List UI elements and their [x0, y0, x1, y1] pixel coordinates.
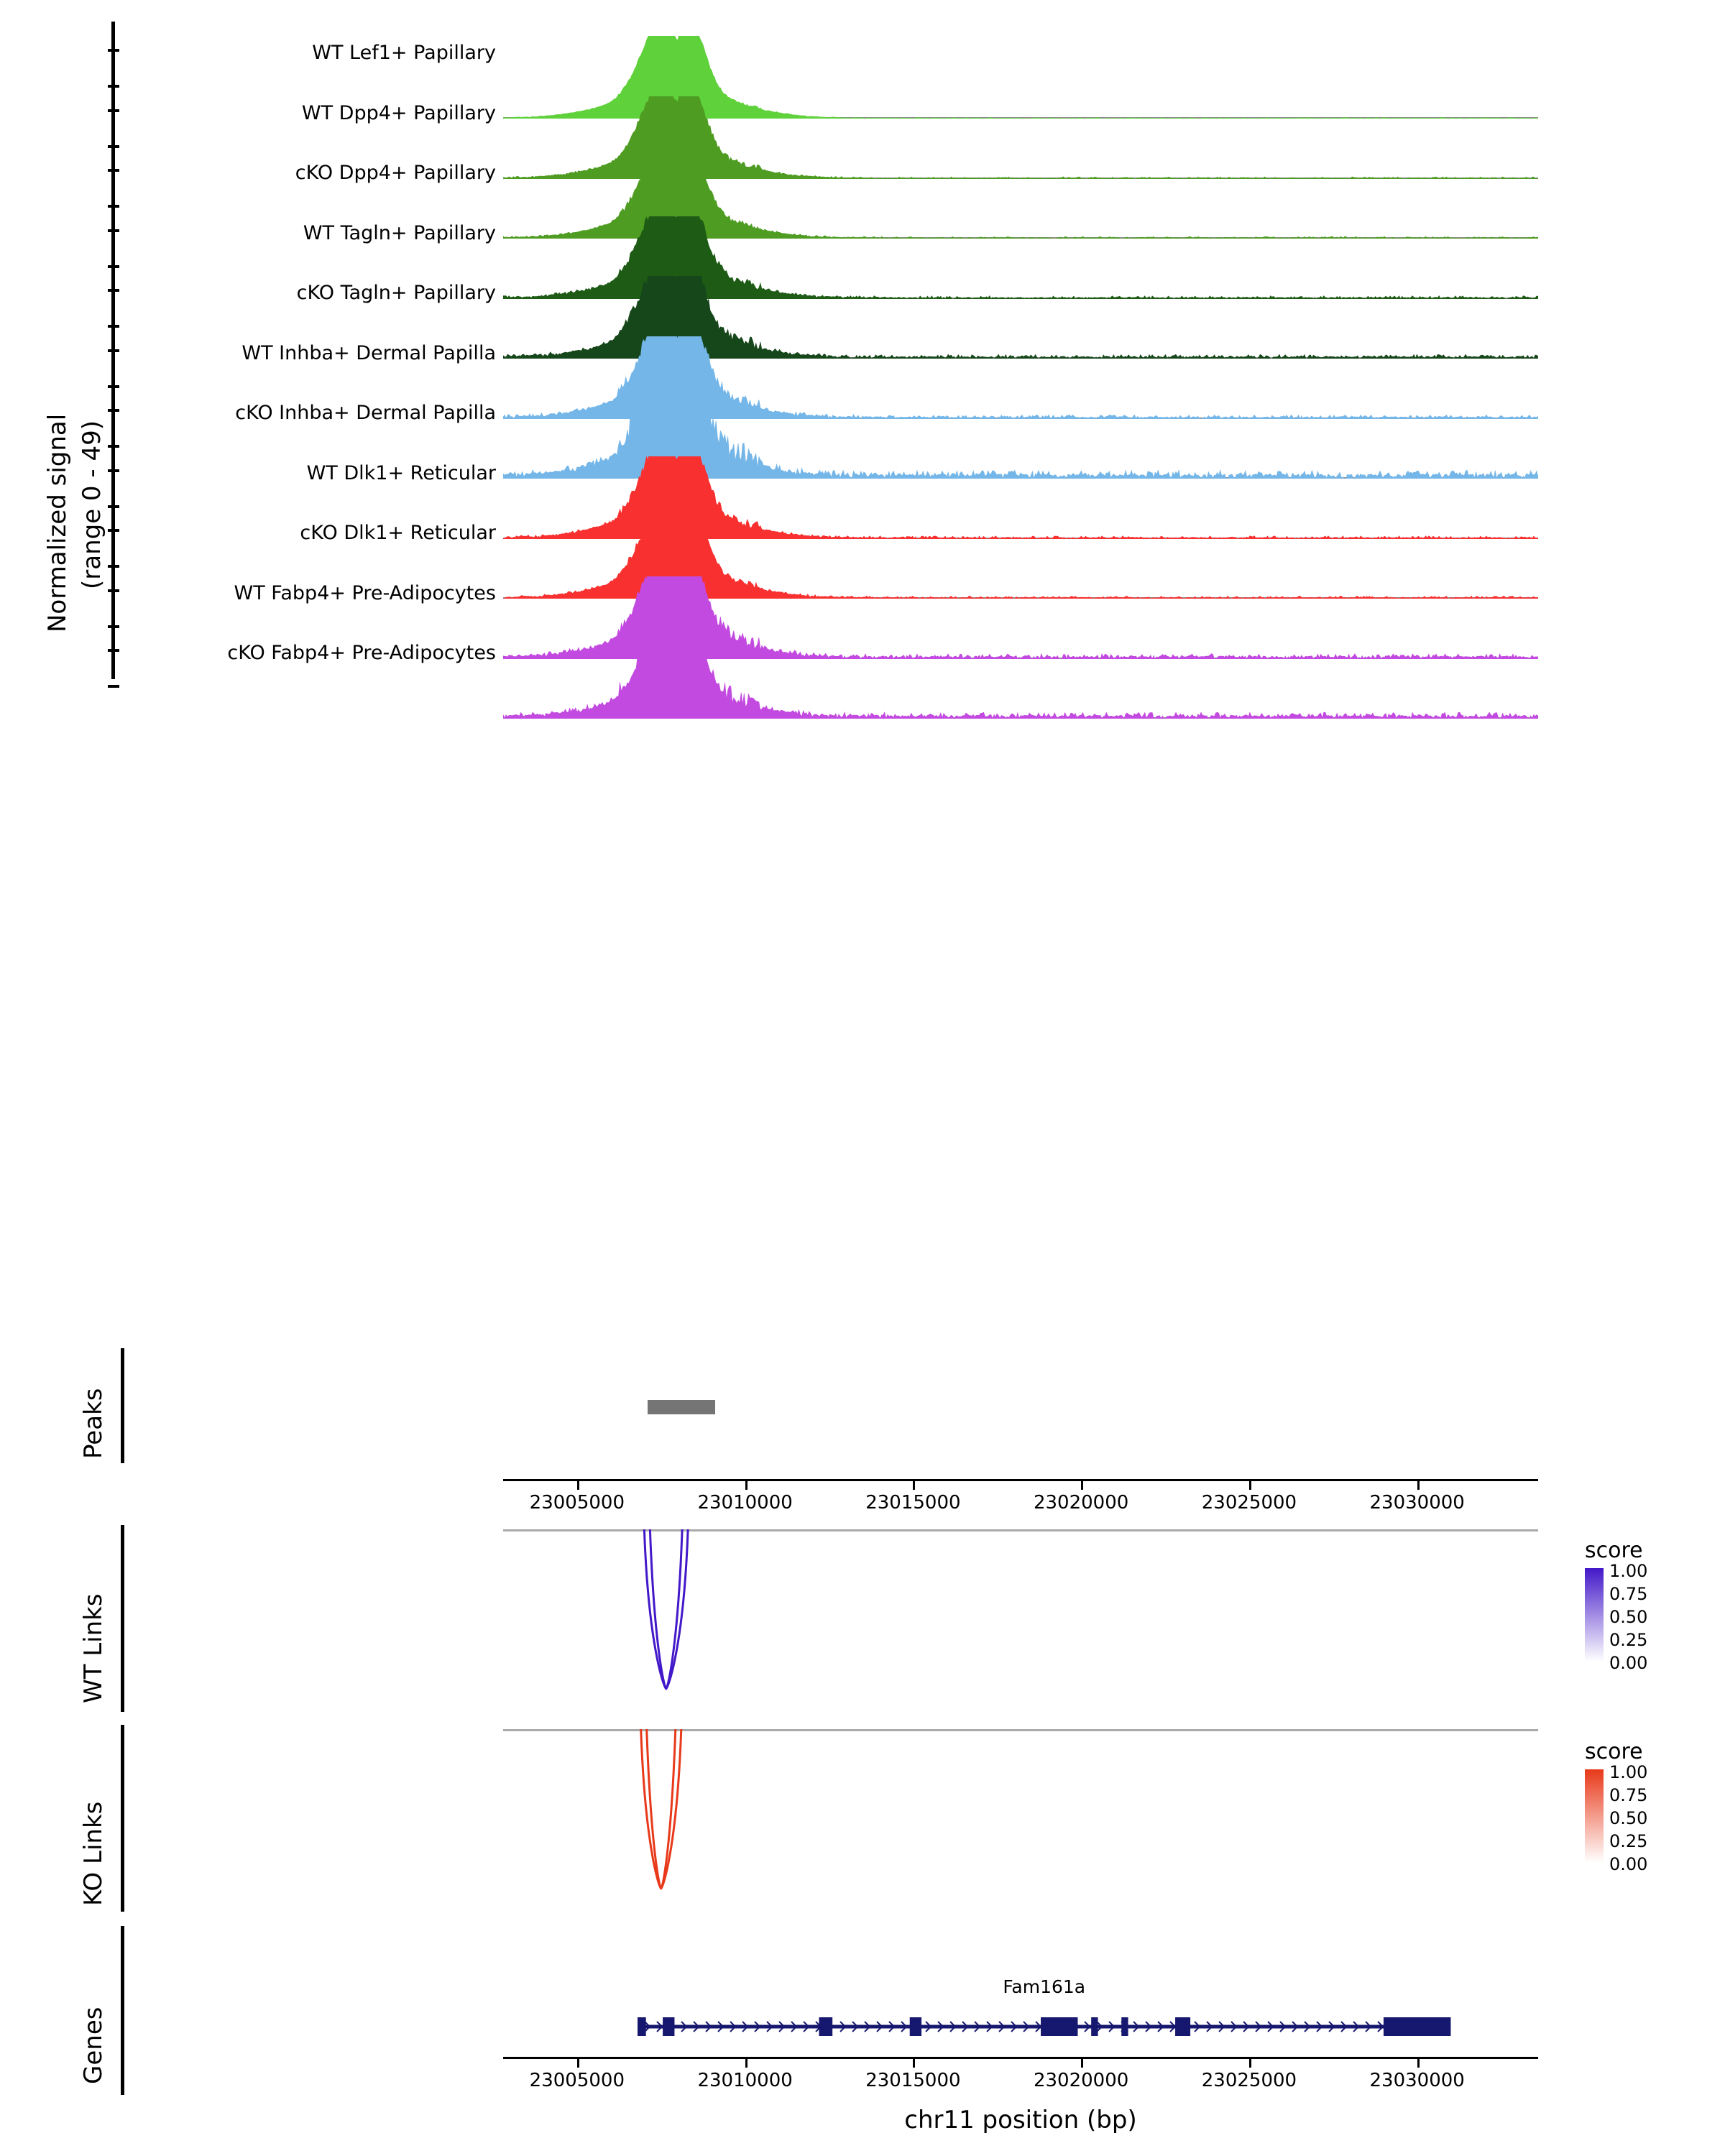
y-axis-tick — [108, 109, 119, 112]
axis-tick — [913, 2059, 915, 2068]
y-axis-tick — [108, 529, 119, 532]
axis-tick-label: 23005000 — [529, 1492, 625, 1514]
legend-tick-label: 0.50 — [1609, 1607, 1648, 1627]
gene-model — [503, 2005, 1538, 2048]
legend-tick-label: 0.25 — [1609, 1630, 1648, 1650]
legend-title: score — [1585, 1739, 1643, 1764]
axis-tick — [913, 1481, 915, 1490]
y-axis-tick — [108, 409, 119, 412]
y-axis-tick — [108, 685, 119, 688]
wt-links-axis-line — [121, 1525, 124, 1712]
link-arc — [650, 1529, 682, 1689]
axis-tick-label: 23025000 — [1201, 2070, 1297, 2091]
gene-exon — [1091, 2017, 1098, 2036]
legend-gradient-bar — [1585, 1769, 1604, 1863]
axis-line — [503, 1479, 1538, 1481]
y-axis-tick — [108, 205, 119, 208]
peaks-section-label: Peaks — [79, 1388, 108, 1459]
legend-tick-label: 0.50 — [1609, 1808, 1648, 1828]
y-axis-tick — [108, 445, 119, 448]
gene-exon — [1175, 2017, 1190, 2036]
track-label: WT Inhba+ Dermal Papilla — [242, 341, 496, 364]
gene-exon — [910, 2017, 921, 2036]
gene-exon — [1384, 2017, 1451, 2036]
y-axis-tick — [108, 349, 119, 352]
coverage-area — [503, 636, 1538, 719]
y-axis-tick — [108, 265, 119, 268]
y-axis-tick — [108, 385, 119, 388]
legend-tick-label: 0.75 — [1609, 1785, 1648, 1805]
legend-tick-label: 0.25 — [1609, 1831, 1648, 1851]
y-axis-title: Normalized signal — [43, 413, 72, 632]
track-label: WT Fabp4+ Pre-Adipocytes — [234, 581, 496, 604]
track-label: WT Dlk1+ Reticular — [306, 461, 496, 484]
peak-region-bar — [648, 1400, 715, 1414]
axis-tick — [1249, 2059, 1251, 2068]
axis-tick — [577, 2059, 579, 2068]
track-label: WT Lef1+ Papillary — [312, 42, 496, 64]
axis-tick-label: 23015000 — [865, 2070, 961, 2091]
ko-links-arcs — [503, 1729, 1538, 1909]
wt-links-arcs — [503, 1529, 1538, 1709]
gene-exon — [663, 2017, 674, 2036]
y-axis-tick — [108, 565, 119, 568]
peaks-axis-line — [121, 1348, 124, 1463]
legend-tick-label: 1.00 — [1609, 1561, 1648, 1581]
axis-tick — [1249, 1481, 1251, 1490]
coverage-track — [503, 629, 1538, 719]
gene-exon — [1121, 2017, 1128, 2036]
y-axis-tick — [108, 49, 119, 52]
x-axis-title: chr11 position (bp) — [904, 2106, 1137, 2134]
y-axis-tick — [108, 625, 119, 628]
axis-tick-label: 23020000 — [1033, 1492, 1129, 1514]
axis-tick-label: 23010000 — [697, 2070, 793, 2091]
track-label: cKO Fabp4+ Pre-Adipocytes — [227, 642, 496, 664]
y-axis-tick — [108, 505, 119, 508]
track-label: cKO Dpp4+ Papillary — [295, 162, 496, 184]
legend-title: score — [1585, 1538, 1643, 1563]
y-axis-tick — [108, 469, 119, 472]
track-label: cKO Dlk1+ Reticular — [300, 522, 496, 544]
legend-tick-label: 1.00 — [1609, 1762, 1648, 1782]
y-axis-tick — [108, 85, 119, 88]
axis-tick — [745, 2059, 748, 2068]
y-axis-tick — [108, 229, 119, 232]
genes-axis-line — [121, 1926, 124, 2095]
track-label: cKO Tagln+ Papillary — [296, 282, 496, 304]
axis-tick — [1081, 2059, 1083, 2068]
gene-exon — [638, 2017, 646, 2036]
legend-gradient-bar — [1585, 1568, 1604, 1662]
y-axis-subtitle: (range 0 - 49) — [78, 420, 106, 589]
y-axis-tick — [108, 169, 119, 172]
link-arc — [647, 1729, 676, 1889]
legend-tick-label: 0.00 — [1609, 1854, 1648, 1874]
axis-tick-label: 23020000 — [1033, 2070, 1129, 2091]
axis-tick-label: 23005000 — [529, 2070, 625, 2091]
legend-tick-label: 0.75 — [1609, 1584, 1648, 1604]
y-axis-tick — [108, 589, 119, 592]
y-axis-tick — [108, 289, 119, 292]
gene-exon — [819, 2017, 832, 2036]
ko-links-section-label: KO Links — [79, 1801, 108, 1906]
genes-section-label: Genes — [79, 2007, 108, 2084]
gene-name-label: Fam161a — [1003, 1976, 1086, 1997]
axis-tick-label: 23030000 — [1369, 2070, 1465, 2091]
axis-tick — [577, 1481, 579, 1490]
gene-exon — [1041, 2017, 1077, 2036]
axis-tick-label: 23015000 — [865, 1492, 961, 1514]
axis-tick — [745, 1481, 748, 1490]
axis-tick — [1417, 1481, 1420, 1490]
axis-tick-label: 23010000 — [697, 1492, 793, 1514]
track-label: cKO Inhba+ Dermal Papilla — [235, 402, 496, 424]
ko-links-axis-line — [121, 1725, 124, 1912]
wt-links-section-label: WT Links — [79, 1593, 108, 1703]
axis-tick-label: 23030000 — [1369, 1492, 1465, 1514]
track-label: WT Tagln+ Papillary — [303, 221, 496, 244]
y-axis-tick — [108, 325, 119, 328]
axis-line — [503, 2057, 1538, 2059]
y-axis-tick — [108, 145, 119, 148]
y-axis-tick — [108, 649, 119, 652]
track-label: WT Dpp4+ Papillary — [301, 101, 496, 124]
axis-tick — [1081, 1481, 1083, 1490]
axis-tick — [1417, 2059, 1420, 2068]
axis-tick-label: 23025000 — [1201, 1492, 1297, 1514]
legend-tick-label: 0.00 — [1609, 1653, 1648, 1673]
